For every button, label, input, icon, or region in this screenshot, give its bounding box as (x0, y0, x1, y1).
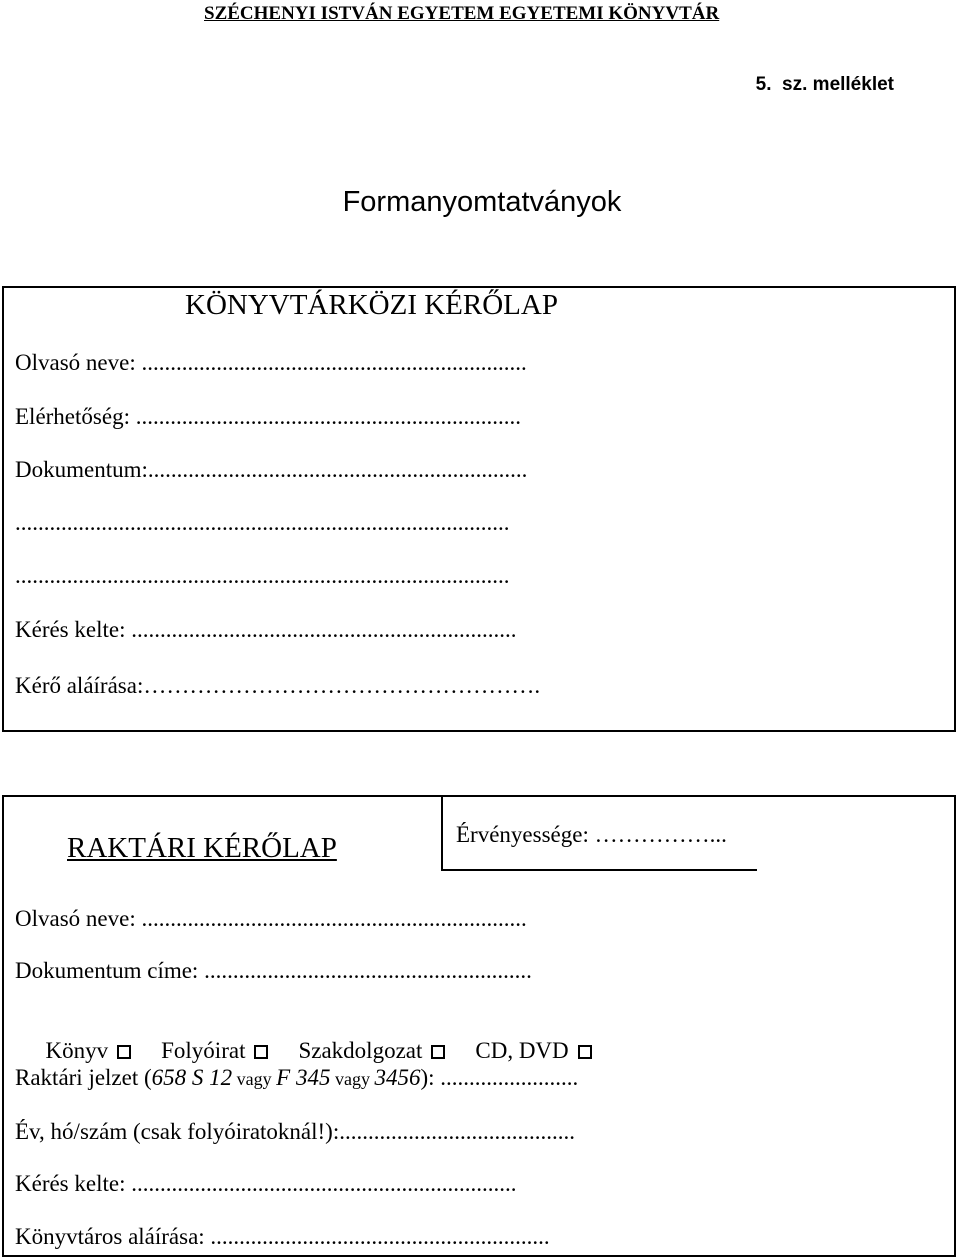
reader-name-field[interactable]: Olvasó neve: ................................................................... (15, 350, 527, 375)
call-number-or: vagy (232, 1069, 277, 1089)
call-number-example: 3456 (374, 1065, 421, 1090)
document-title-field[interactable]: Dokumentum címe: ......................................................... (15, 958, 532, 983)
type-option-book[interactable] (46, 1038, 132, 1063)
checkbox-icon[interactable] (431, 1045, 445, 1059)
document-field-line-3[interactable]: ...................................................................................... (15, 563, 510, 588)
type-option-thesis[interactable] (298, 1038, 445, 1063)
storage-reader-name-field[interactable]: Olvasó neve: ................................................................... (15, 906, 527, 931)
type-option-periodical[interactable] (161, 1038, 268, 1063)
year-issue-field[interactable]: Év, hó/szám (csak folyóiratoknál!):......................................... (15, 1119, 575, 1144)
type-option-cd-dvd[interactable] (475, 1038, 591, 1063)
contact-field[interactable]: Elérhetőség: ................................................................... (15, 404, 521, 429)
type-option-label: Szakdolgozat (298, 1038, 423, 1063)
call-number-field[interactable] (15, 1065, 578, 1091)
checkbox-icon[interactable] (117, 1045, 131, 1059)
call-number-or: vagy (330, 1069, 375, 1089)
checkbox-icon[interactable] (254, 1045, 268, 1059)
request-date-field[interactable]: Kérés kelte: ................................................................... (15, 617, 517, 642)
validity-field[interactable]: Érvényessége: ……………... (456, 822, 727, 847)
librarian-signature-field[interactable]: Könyvtáros aláírása: ........................................................... (15, 1224, 550, 1249)
document-field[interactable]: Dokumentum:.................................................................. (15, 457, 528, 482)
call-number-example: F 345 (276, 1065, 331, 1090)
requester-signature-field[interactable]: Kérő aláírása:……………………………………………. (15, 673, 541, 698)
checkbox-icon[interactable] (578, 1045, 592, 1059)
document-type-options (34, 1012, 592, 1064)
page-title: Formanyomtatványok (342, 186, 622, 218)
storage-form-title: RAKTÁRI KÉRŐLAP (67, 832, 337, 864)
call-number-dots: ): ........................ (420, 1065, 579, 1090)
interlibrary-form-title: KÖNYVTÁRKÖZI KÉRŐLAP (185, 289, 558, 321)
call-number-label: Raktári jelzet ( (15, 1065, 152, 1090)
type-option-label: CD, DVD (475, 1038, 569, 1063)
document-field-line-2[interactable]: ...................................................................................... (15, 510, 510, 535)
type-option-label: Folyóirat (161, 1038, 246, 1063)
annex-label: 5. sz. melléklet (755, 74, 894, 95)
storage-request-date-field[interactable]: Kérés kelte: ................................................................... (15, 1171, 517, 1196)
institution-name: SZÉCHENYI ISTVÁN EGYETEM EGYETEMI KÖNYVTÁR (204, 3, 720, 24)
call-number-example: 658 S 12 (151, 1065, 233, 1090)
type-option-label: Könyv (45, 1038, 109, 1063)
